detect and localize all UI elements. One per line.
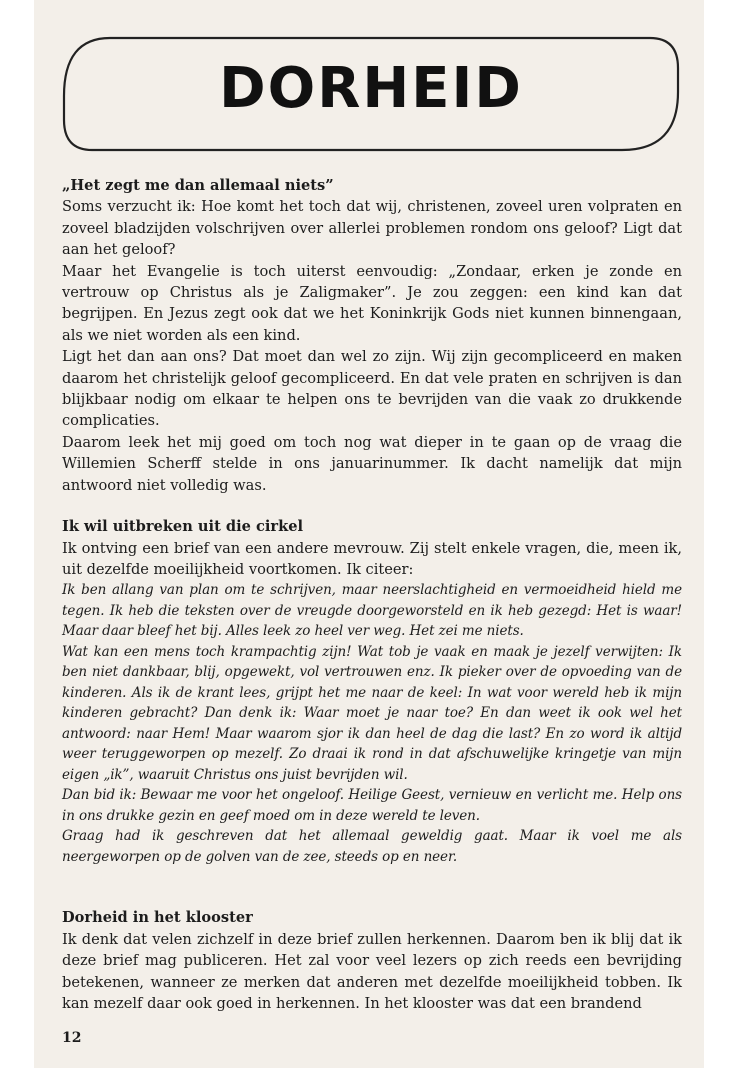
quote-paragraph: Wat kan een mens toch krampachtig zijn! Wat tob je vaak en maak je jezelf verwijten: Ik ben niet dankbaar, blij, opgewekt, vol vertrouwen enz. Ik pieker over de opvoeding van de kinderen. Als ik de krant lees, grijpt het me naar de keel: In wat voor wereld heb ik mijn kinderen gebracht? Dan denk ik: Waar moet je naar toe? En dan weet ik ook wel het antwoord: naar Hem! Maar waarom sjor ik dan heel de dag die last? En zo word ik altijd weer teruggeworpen op mezelf. Zo draai ik rond in dat afschuwelijke kringetje van mijn eigen „ik”, waaruit Christus ons juist bevrijden wil.: [62, 643, 682, 783]
quote-paragraph: Dan bid ik: Bewaar me voor het ongeloof. Heilige Geest, vernieuw en verlicht me. Help ons in ons drukke gezin en geef moed om in deze wereld te leven.: [62, 787, 682, 824]
section-heading-3: Dorheid in het klooster: [62, 909, 253, 927]
paragraph: Ligt het dan aan ons? Dat moet dan wel zo zijn. Wij zijn gecompliceerd en maken daarom het christelijk geloof gecompliceerd. En dat vele praten en schrijven is dan blijkbaar nodig om elkaar te helpen ons te bevrijden van die vaak zo drukkende complicaties.: [62, 348, 682, 430]
page-number: 12: [62, 1030, 82, 1046]
paragraph: Daarom leek het mij goed om toch nog wat dieper in te gaan op de vraag die Willemien Scherff stelde in ons januarinummer. Ik dacht namelijk dat mijn antwoord niet volledig was.: [62, 433, 682, 494]
spacer: [62, 867, 682, 907]
section-heading-2: Ik wil uitbreken uit die cirkel: [62, 518, 304, 536]
article-body: [62, 175, 682, 1014]
spacer: [62, 496, 682, 516]
paragraph: Soms verzucht ik: Hoe komt het toch dat wij, christenen, zoveel uren volpraten en zoveel bladzijden volschrijven over allerlei problemen rondom ons geloof? Ligt dat aan het geloof?: [62, 198, 682, 259]
section-heading-1: „Het zegt me dan allemaal niets”: [62, 177, 334, 194]
magazine-page: [34, 0, 704, 1068]
paragraph: Maar het Evangelie is toch uiterst eenvoudig: „Zondaar, erken je zonde en vertrouw op Christus als je Zaligmaker”. Je zou zeggen: een kind kan dat begrijpen. En Jezus zegt ook dat we het Koninkrijk Gods niet kunnen binnengaan, als we niet worden als een kind.: [62, 262, 682, 344]
letter-quote: [62, 580, 682, 867]
title-banner: [62, 34, 680, 154]
quote-paragraph: Graag had ik geschreven dat het allemaal geweldig gaat. Maar ik voel me als neergeworpen op de golven van de zee, steeds op en neer.: [62, 828, 682, 865]
paragraph: Ik denk dat velen zichzelf in deze brief zullen herkennen. Daarom ben ik blij dat ik deze brief mag publiceren. Het zal voor veel lezers op zich reeds een bevrijding betekenen, wanneer ze merken dat anderen met dezelfde moeilijkheid tobben. Ik kan mezelf daar ook goed in herkennen. In het klooster was dat een brandend: [62, 930, 682, 1012]
page-title: DORHEID: [219, 56, 523, 121]
paragraph: Ik ontving een brief van een andere mevrouw. Zij stelt enkele vragen, die, meen ik, uit dezelfde moeilijkheid voortkomen. Ik citeer:: [62, 539, 682, 578]
quote-paragraph: Ik ben allang van plan om te schrijven, maar neerslachtigheid en vermoeidheid hield me tegen. Ik heb die teksten over de vreugde doorgeworsteld en ik heb gezegd: Het is waar! Maar daar bleef het bij. Alles leek zo heel ver weg. Het zei me niets.: [62, 582, 682, 640]
